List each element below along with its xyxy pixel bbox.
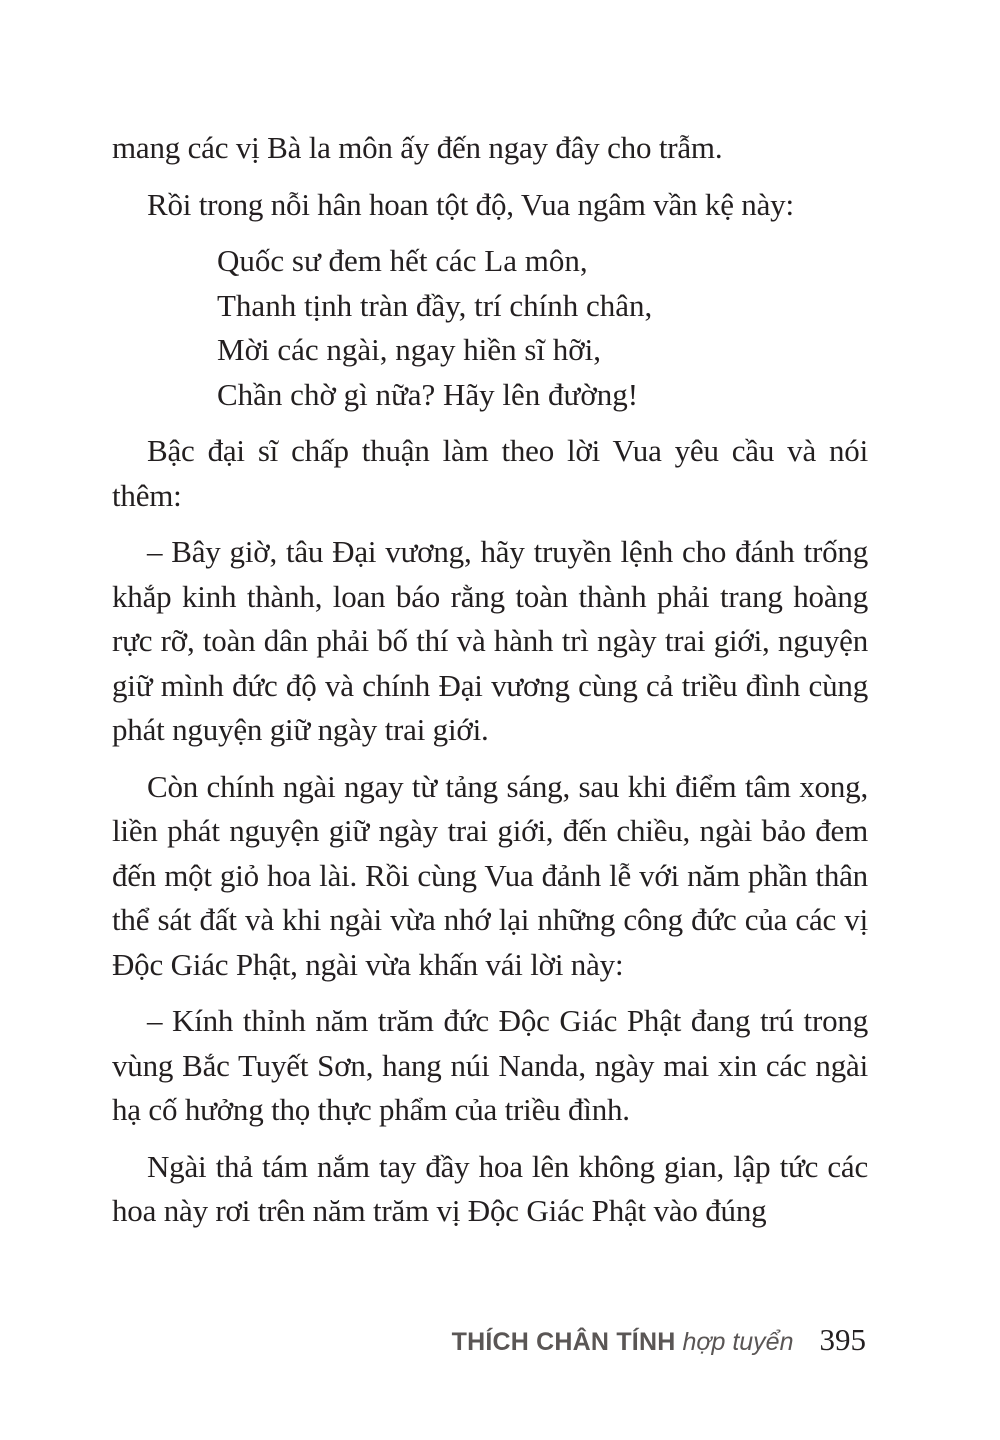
body-paragraph: Ngài thả tám nắm tay đầy hoa lên không gian, lập tức các hoa này rơi trên năm trăm vị Độc Giác Phật vào đúng: [112, 1148, 868, 1228]
page-footer: [452, 1322, 866, 1358]
page-body: [112, 126, 868, 1246]
page-number: 395: [819, 1322, 866, 1357]
verse-block: [217, 239, 868, 417]
body-paragraph: Rồi trong nỗi hân hoan tột độ, Vua ngâm vần kệ này:: [147, 186, 794, 222]
footer-subtitle: hợp tuyển: [682, 1328, 794, 1356]
verse-line: Chần chờ gì nữa? Hãy lên đường!: [217, 376, 639, 412]
footer-author: THÍCH CHÂN TÍNH: [451, 1328, 676, 1356]
body-paragraph: Bậc đại sĩ chấp thuận làm theo lời Vua yêu cầu và nói thêm:: [112, 433, 868, 513]
verse-line: Mời các ngài, ngay hiền sĩ hỡi,: [217, 332, 602, 367]
verse-line: Quốc sư đem hết các La môn,: [217, 243, 588, 278]
dialogue-paragraph: – Bây giờ, tâu Đại vương, hãy truyền lệnh cho đánh trống khắp kinh thành, loan báo rằng toàn thành phải trang hoàng rực rỡ, toàn dân phải bố thí và hành trì ngày trai giới, nguyện giữ mình đức độ và chính Đại vương cùng cả triều đình cùng phát nguyện giữ ngày trai giới.: [112, 534, 868, 747]
dialogue-paragraph: – Kính thỉnh năm trăm đức Độc Giác Phật đang trú trong vùng Bắc Tuyết Sơn, hang núi Nanda, ngày mai xin các ngài hạ cố hưởng thọ thực phẩm của triều đình.: [112, 1003, 868, 1127]
verse-line: Thanh tịnh tràn đầy, trí chính chân,: [217, 287, 653, 323]
continuation-paragraph: mang các vị Bà la môn ấy đến ngay đây cho trẫm.: [112, 130, 723, 165]
body-paragraph: Còn chính ngài ngay từ tảng sáng, sau khi điểm tâm xong, liền phát nguyện giữ ngày trai giới, đến chiều, ngài bảo đem đến một giỏ hoa lài. Rồi cùng Vua đảnh lễ với năm phần thân thể sát đất và khi ngài vừa nhớ lại những công đức của các vị Độc Giác Phật, ngài vừa khấn vái lời này:: [112, 768, 868, 982]
